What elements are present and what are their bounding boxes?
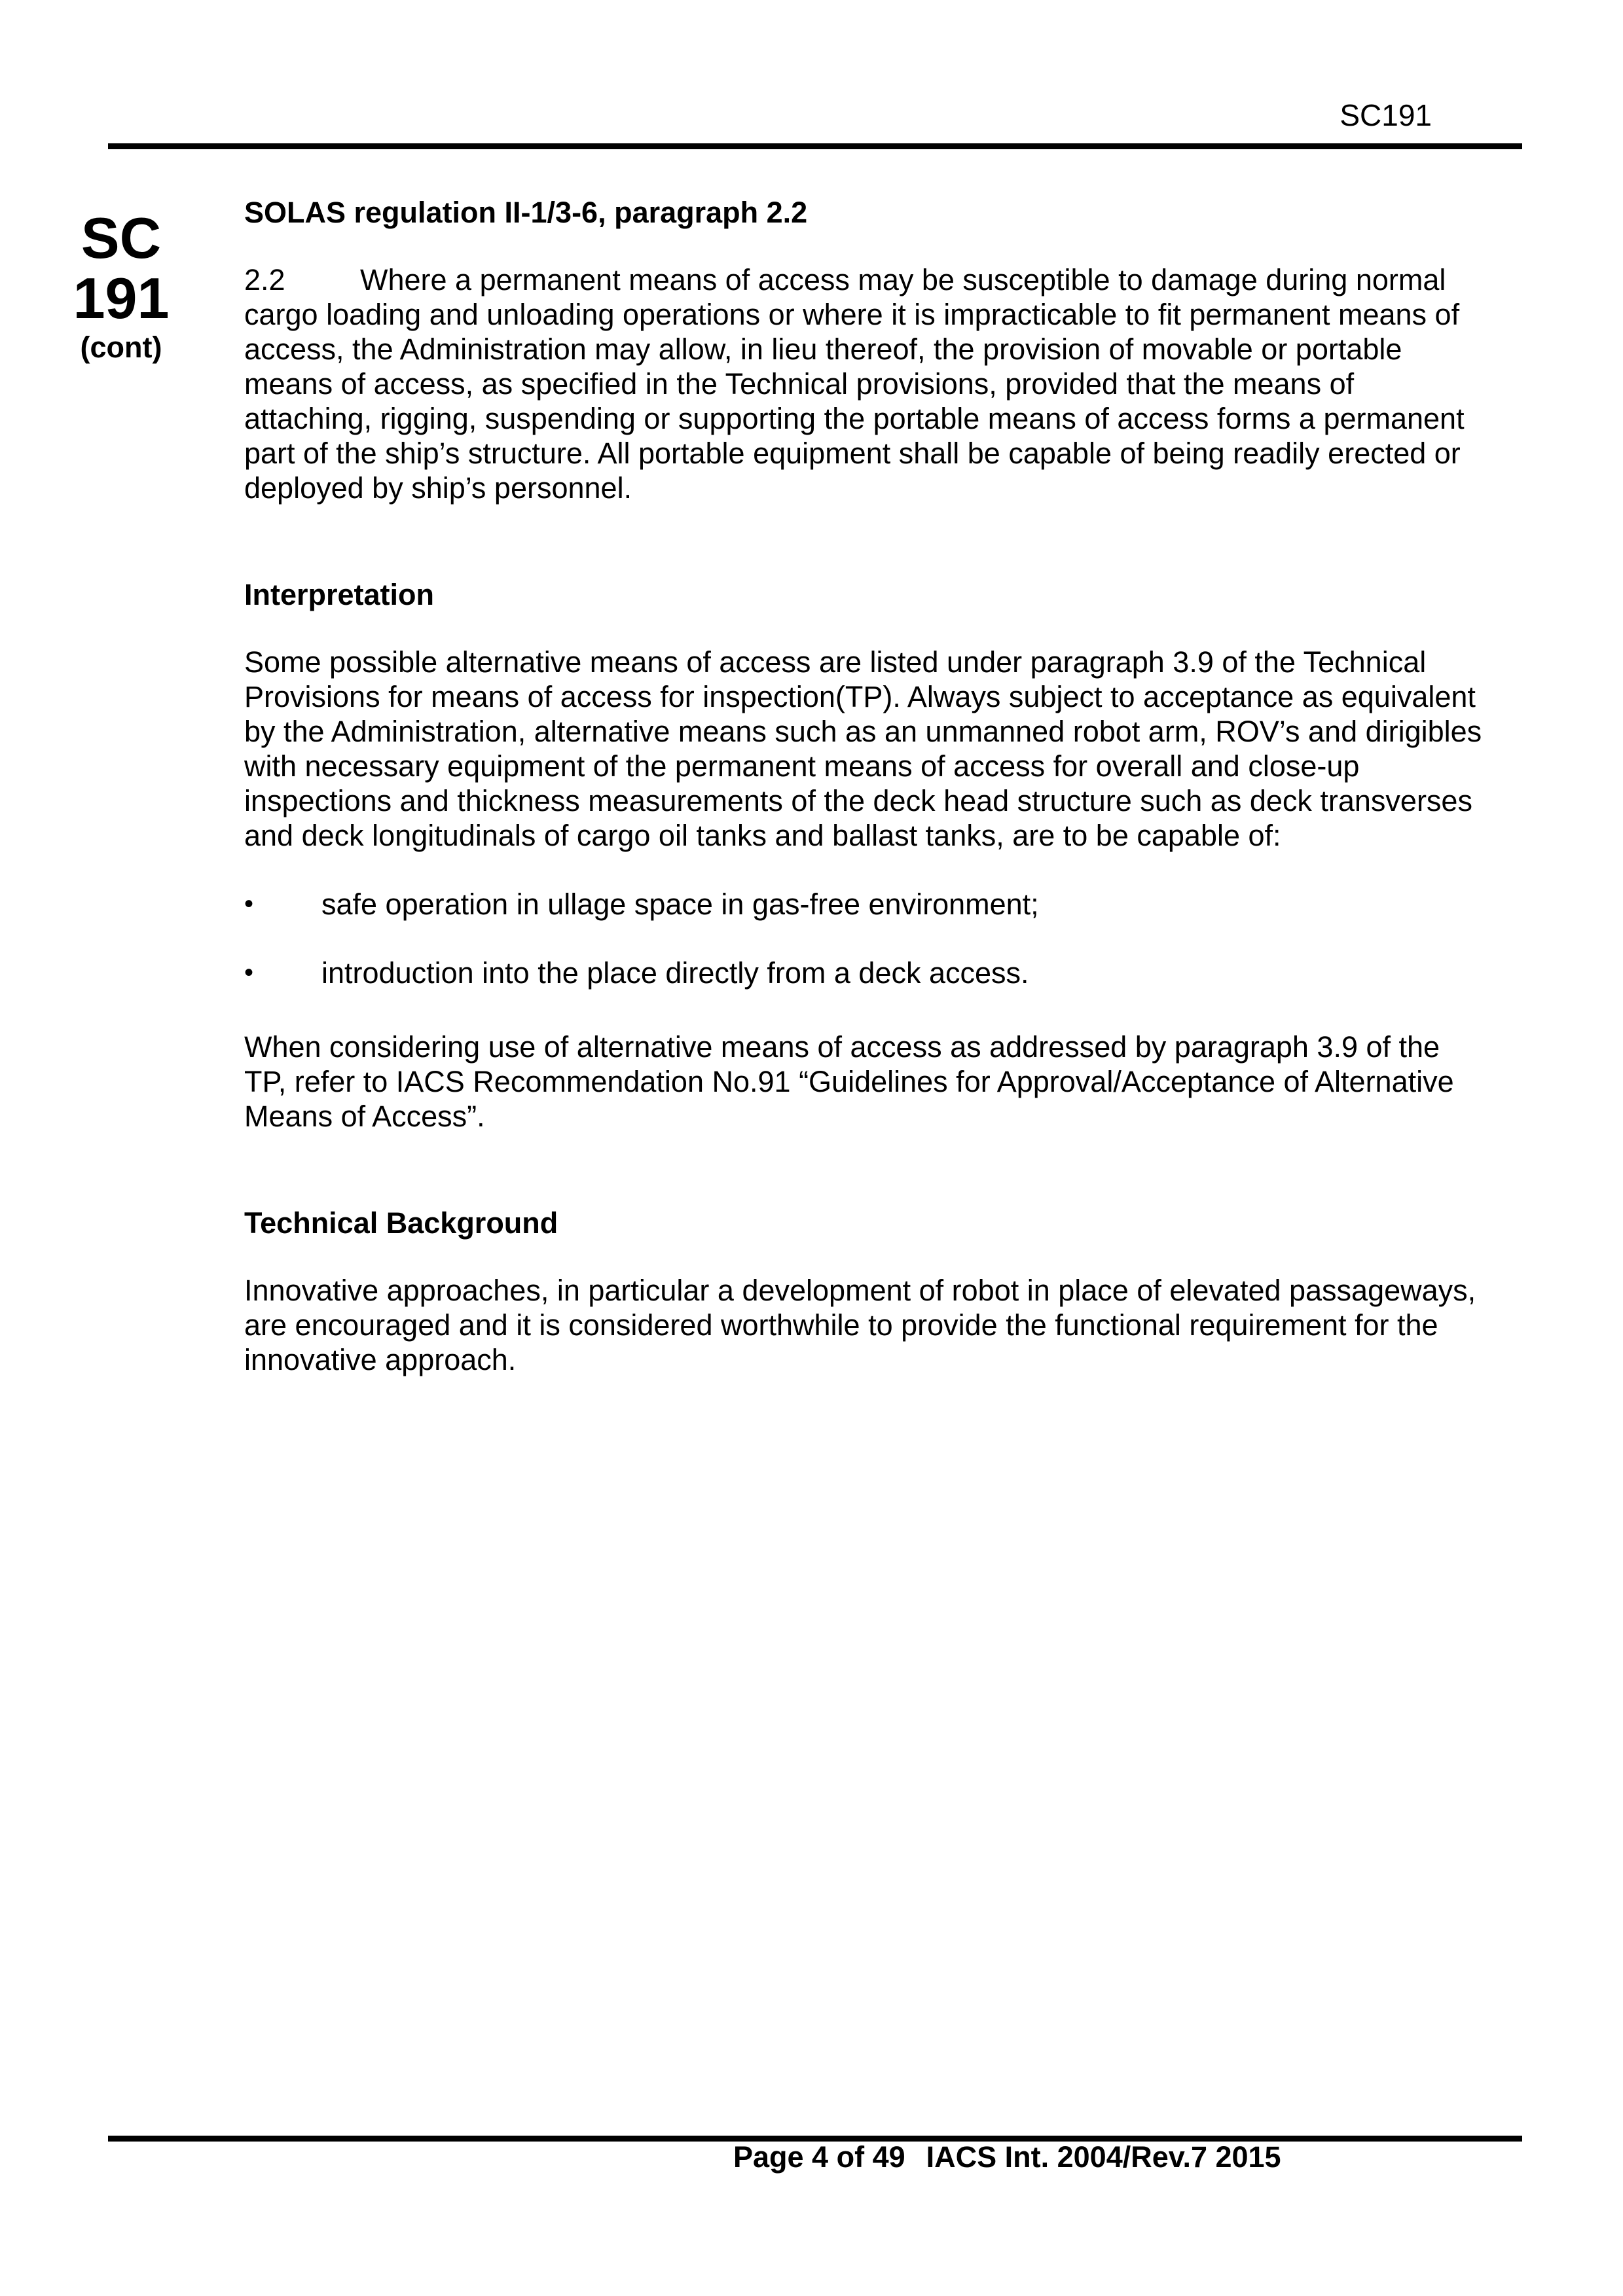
interpretation-bullets [244, 887, 1488, 990]
list-item: • safe operation in ullage space in gas-free environment; [244, 888, 1039, 921]
document-body [244, 195, 1488, 1377]
section-heading: SOLAS regulation II-1/3-6, paragraph 2.2 [244, 196, 808, 229]
page-number: Page 4 of 49 [733, 2140, 905, 2174]
regulation-paragraph [244, 262, 1488, 505]
bullet-icon: • [244, 958, 254, 987]
margin-tag-number: 191 [73, 266, 170, 331]
bullet-icon: • [244, 889, 254, 918]
interpretation-closing: When considering use of alternative means of access as addressed by paragraph 3.9 of the TP, refer to IACS Recommendation No.91 “Guidelines for Approval/Acceptance of Alternative Means of Access”. [244, 1030, 1454, 1133]
technical-background-text: Innovative approaches, in particular a development of robot in place of elevated passageways, are encouraged and it is considered worthwhile to provide the functional requirement for the innovative approach. [244, 1274, 1476, 1376]
footer [733, 2139, 1281, 2176]
margin-tag [72, 208, 170, 367]
header-rule [108, 143, 1522, 149]
paragraph-number: 2.2 [244, 263, 285, 296]
margin-tag-sc: SC [81, 206, 162, 270]
technical-background-heading: Technical Background [244, 1206, 558, 1240]
header-code: SC191 [1340, 98, 1432, 132]
margin-tag-cont: (cont) [80, 331, 162, 364]
paragraph-text: Where a permanent means of access may be susceptible to damage during normal cargo loading and unloading operations or where it is impracticable to fit permanent means of access, the Administration may allow, in lieu thereof, the provision of movable or portable means of access, as specified in the Technical provisions, provided that the means of attaching, rigging, suspending or supporting the portable means of access forms a permanent part of the ship’s structure. All portable equipment shall be capable of being readily erected or deployed by ship’s personnel. [244, 263, 1465, 505]
list-item: • introduction into the place directly from a deck access. [244, 956, 1029, 990]
document-reference: IACS Int. 2004/Rev.7 2015 [926, 2140, 1281, 2174]
interpretation-intro: Some possible alternative means of access are listed under paragraph 3.9 of the Technical Provisions for means of access for inspection(TP). Always subject to acceptance as equivalent by the Administration, alternative means such as an unmanned robot arm, ROV’s and dirigibles with necessary equipment of the permanent means of access for overall and close-up inspections and thickness measurements of the deck head structure such as deck transverses and deck longitudinals of cargo oil tanks and ballast tanks, are to be capable of: [244, 645, 1482, 852]
interpretation-heading: Interpretation [244, 578, 435, 611]
